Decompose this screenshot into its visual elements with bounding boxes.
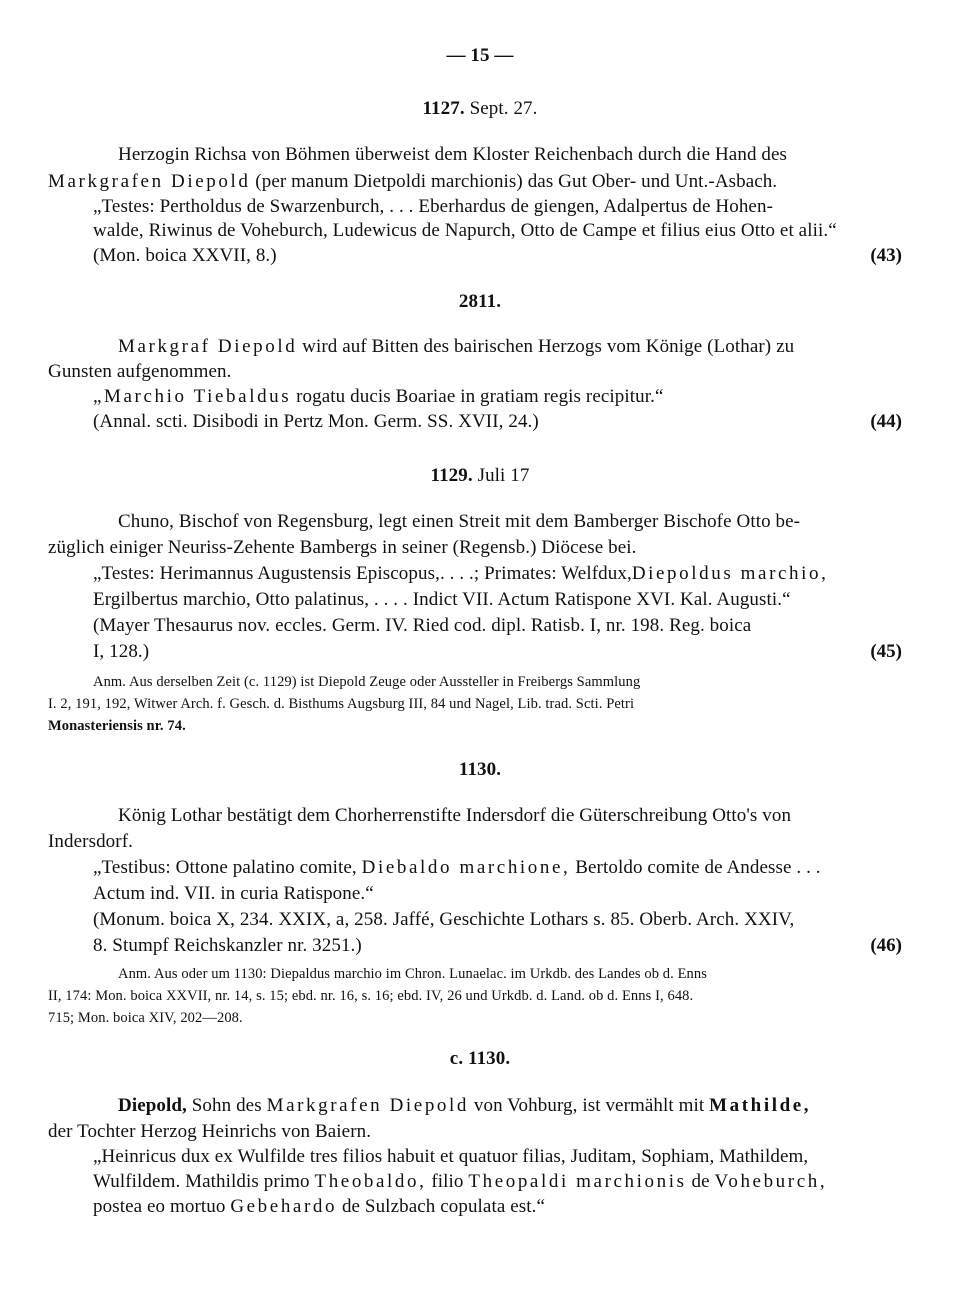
text-line: „Testibus: Ottone palatino comite, Diebaldo marchione, Bertoldo comite de Andesse . . . xyxy=(93,857,821,878)
entry-number: (44) xyxy=(870,411,902,432)
text-line: Herzogin Richsa von Böhmen überweist dem Kloster Reichenbach durch die Hand des xyxy=(118,144,788,165)
spaced-name: Markgraf Diepold xyxy=(118,336,298,357)
text-line: „Marchio Tiebaldus rogatu ducis Boariae in gratiam regis recipitur.“ xyxy=(93,386,664,407)
spaced-name: „Marchio Tiebaldus xyxy=(93,386,292,407)
text-line: züglich einiger Neuriss-Zehente Bambergs in seiner (Regensb.) Diöcese bei. xyxy=(48,537,637,558)
entry-heading: 2811. xyxy=(458,291,502,312)
text-line: Diepold, Sohn des Markgrafen Diepold von Vohburg, ist vermählt mit Mathilde, xyxy=(118,1095,812,1116)
spaced-name: Theopaldi marchionis xyxy=(468,1171,687,1192)
entry-year: 1129. xyxy=(430,465,473,486)
entry-number: (46) xyxy=(870,935,902,956)
entry-heading xyxy=(0,97,960,121)
entry-number: (43) xyxy=(870,245,902,266)
text-line: Markgraf Diepold wird auf Bitten des bairischen Herzogs vom Könige (Lothar) zu xyxy=(118,336,795,357)
text-line: Gunsten aufgenommen. xyxy=(48,361,232,382)
citation-line: (Mayer Thesaurus nov. eccles. Germ. IV. Ried cod. dipl. Ratisb. I, nr. 198. Reg. boica xyxy=(93,615,752,636)
entry-number: (45) xyxy=(870,641,902,662)
spaced-name: Voheburch, xyxy=(714,1171,828,1192)
spaced-name: Diepoldus marchio, xyxy=(631,563,829,584)
entry-year: 1127. xyxy=(422,98,465,119)
entry-heading: c. 1130. xyxy=(449,1048,511,1069)
text-line: Ergilbertus marchio, Otto palatinus, . . . . Indict VII. Actum Ratispone XVI. Kal. Augusti.“ xyxy=(93,589,791,610)
spaced-name: Gebehardo xyxy=(230,1196,338,1217)
text-line: Markgrafen Diepold (per manum Dietpoldi marchionis) das Gut Ober- und Unt.-Asbach. xyxy=(48,171,778,192)
citation-line: (Monum. boica X, 234. XXIX, a, 258. Jaffé, Geschichte Lothars s. 85. Oberb. Arch. XXIV, xyxy=(93,909,795,930)
entry-heading xyxy=(0,464,960,488)
footnote-line: Anm. Aus derselben Zeit (c. 1129) ist Diepold Zeuge oder Aussteller in Freibergs Sammlung xyxy=(93,674,641,690)
text-line: „Testes: Pertholdus de Swarzenburch, . . . Eberhardus de giengen, Adalpertus de Hohen- xyxy=(93,196,773,217)
spaced-name: Markgrafen Diepold xyxy=(48,171,251,192)
entry-date: Sept. 27. xyxy=(469,98,538,119)
spaced-name: Markgrafen Diepold xyxy=(266,1095,470,1116)
citation-line: (Mon. boica XXVII, 8.) xyxy=(93,245,277,266)
spaced-name: Theobaldo, xyxy=(314,1171,427,1192)
text-line: Wulfildem. Mathildis primo Theobaldo, filio Theopaldi marchionis de Voheburch, xyxy=(93,1171,828,1192)
footnote-line: 715; Mon. boica XIV, 202—208. xyxy=(48,1010,243,1026)
text-line: postea eo mortuo Gebehardo de Sulzbach copulata est.“ xyxy=(93,1196,546,1217)
entry-date: Juli 17 xyxy=(477,465,530,486)
text-line: Indersdorf. xyxy=(48,831,133,852)
text-line: Chuno, Bischof von Regensburg, legt einen Streit mit dem Bamberger Bischofe Otto be- xyxy=(118,511,801,532)
page-number: — 15 — xyxy=(446,45,514,66)
footnote-line: I. 2, 191, 192, Witwer Arch. f. Gesch. d. Bisthums Augsburg III, 84 und Nagel, Lib. trad. Scti. Petri xyxy=(48,696,635,712)
entry-heading: 1130. xyxy=(458,759,502,780)
footnote-line: II, 174: Mon. boica XXVII, nr. 14, s. 15; ebd. nr. 16, s. 16; ebd. IV, 26 und Urkdb. d. Land. ob d. Enns I, 648. xyxy=(48,988,694,1004)
text-line: König Lothar bestätigt dem Chorherrenstifte Indersdorf die Güterschreibung Otto's von xyxy=(118,805,792,826)
text-line: walde, Riwinus de Voheburch, Ludewicus de Napurch, Otto de Campe et filius eius Otto et alii.“ xyxy=(93,220,837,241)
citation-line: I, 128.) xyxy=(93,641,150,662)
spaced-name: Diebaldo marchione, xyxy=(361,857,571,878)
citation-line: 8. Stumpf Reichskanzler nr. 3251.) xyxy=(93,935,362,956)
text-line: Actum ind. VII. in curia Ratispone.“ xyxy=(93,883,374,904)
text-line: „Testes: Herimannus Augustensis Episcopus,. . . .; Primates: Welfdux,Diepoldus marchio, xyxy=(93,563,829,584)
text-line: „Heinricus dux ex Wulfilde tres filios habuit et quatuor filias, Juditam, Sophiam, Mathildem, xyxy=(93,1146,809,1167)
spaced-name: Mathilde, xyxy=(709,1095,812,1116)
footnote-line: Anm. Aus oder um 1130: Diepaldus marchio im Chron. Lunaelac. im Urkdb. des Landes ob d. Enns xyxy=(118,966,707,982)
footnote-line: Monasteriensis nr. 74. xyxy=(48,718,186,734)
citation-line: (Annal. scti. Disibodi in Pertz Mon. Germ. SS. XVII, 24.) xyxy=(93,411,539,432)
text-line: der Tochter Herzog Heinrichs von Baiern. xyxy=(48,1121,372,1142)
